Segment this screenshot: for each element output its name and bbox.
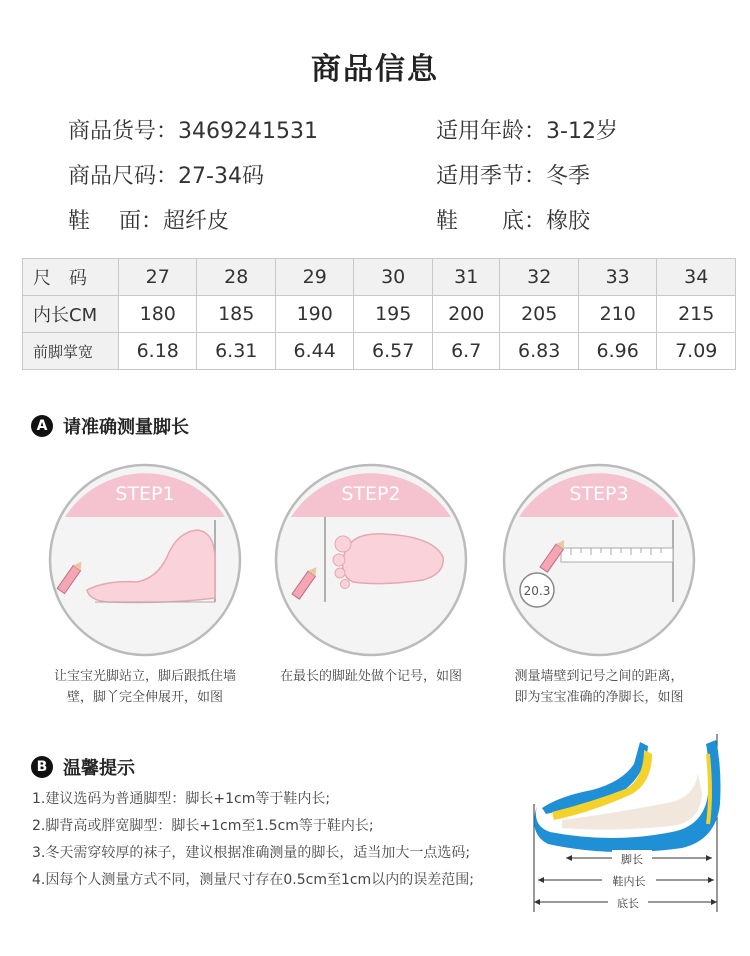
info-label: 商品尺码： — [68, 164, 179, 189]
section-b-title: 温馨提示 — [63, 758, 135, 779]
label-foot-length: 脚长 — [621, 853, 643, 866]
info-label: 适用季节： — [436, 164, 547, 189]
table-cell: 6.96 — [578, 333, 656, 370]
table-row-forefoot-width — [23, 333, 736, 370]
row-header: 前脚掌宽 — [23, 333, 119, 370]
table-cell: 6.31 — [197, 333, 275, 370]
table-cell: 28 — [197, 259, 275, 296]
tip-item: 2.脚背高或胖宽脚型：脚长+1cm至1.5cm等于鞋内长; — [32, 818, 374, 834]
step1-label: STEP1 — [115, 483, 175, 505]
step1-caption — [30, 666, 260, 708]
caption-line: 壁，脚丫完全伸展开，如图 — [66, 690, 223, 705]
tips-list — [32, 786, 474, 894]
info-value: 冬季 — [546, 164, 591, 189]
size-table — [22, 258, 736, 370]
table-row-size — [23, 259, 736, 296]
measurement-value: 20.3 — [523, 584, 551, 598]
section-a-title: 请准确测量脚长 — [63, 417, 189, 438]
step3-illustration — [501, 462, 697, 658]
tip-item: 4.因每个人测量方式不同，测量尺寸存在0.5cm至1cm以内的误差范围; — [32, 872, 474, 888]
label-inner-length: 鞋内长 — [612, 875, 646, 888]
heel-lining-icon — [708, 754, 710, 824]
table-cell: 215 — [657, 296, 736, 333]
info-item-size-range — [68, 159, 264, 190]
table-cell: 30 — [354, 259, 432, 296]
table-cell: 180 — [119, 296, 197, 333]
info-value: 3469241531 — [178, 119, 318, 144]
table-cell: 210 — [578, 296, 656, 333]
info-item-sku — [68, 114, 318, 145]
toe-icon — [335, 568, 345, 578]
step2-label: STEP2 — [341, 483, 401, 505]
foot-length-dimension — [566, 850, 712, 866]
step2-illustration — [273, 462, 469, 658]
step3-label: STEP3 — [569, 483, 629, 505]
info-value: 3-12岁 — [546, 119, 618, 144]
info-label: 商品货号： — [68, 119, 179, 144]
caption-line: 即为宝宝准确的净脚长，如图 — [514, 690, 684, 705]
tip-item: 3.冬天需穿较厚的袜子，建议根据准确测量的脚长，适当加大一点选码; — [32, 845, 471, 861]
info-value: 橡胶 — [546, 209, 591, 234]
table-cell: 27 — [119, 259, 197, 296]
info-value: 27-34码 — [178, 164, 264, 189]
table-cell: 7.09 — [657, 333, 736, 370]
info-label: 鞋 面： — [68, 209, 163, 234]
info-item-upper — [68, 204, 229, 235]
shoe-diagram — [522, 734, 732, 914]
table-cell: 31 — [432, 259, 500, 296]
info-label: 适用年龄： — [436, 119, 547, 144]
row-header: 内长CM — [23, 296, 119, 333]
caption-line: 在最长的脚趾处做个记号，如图 — [279, 669, 462, 684]
table-cell: 200 — [432, 296, 500, 333]
table-cell: 6.18 — [119, 333, 197, 370]
info-value: 超纤皮 — [163, 209, 230, 234]
table-cell: 29 — [275, 259, 353, 296]
table-cell: 6.44 — [275, 333, 353, 370]
sole-length-dimension — [534, 894, 717, 910]
row-header: 尺 码 — [23, 259, 119, 296]
table-cell: 190 — [275, 296, 353, 333]
table-cell: 205 — [500, 296, 578, 333]
section-a-heading — [31, 413, 189, 439]
table-cell: 6.7 — [432, 333, 500, 370]
ruler-icon — [561, 548, 673, 562]
step1-illustration — [47, 462, 243, 658]
section-b-heading — [31, 754, 135, 780]
page-title: 商品信息 — [311, 52, 439, 87]
table-cell: 6.83 — [500, 333, 578, 370]
table-cell: 185 — [197, 296, 275, 333]
tip-item: 1.建议选码为普通脚型：脚长+1cm等于鞋内长; — [32, 791, 331, 807]
table-cell: 6.57 — [354, 333, 432, 370]
table-cell: 32 — [500, 259, 578, 296]
badge-a: A — [31, 415, 53, 437]
step2-caption — [256, 666, 486, 687]
info-label: 鞋 底： — [436, 209, 547, 234]
label-sole-length: 底长 — [617, 897, 639, 910]
table-cell: 34 — [657, 259, 736, 296]
toe-icon — [335, 536, 351, 552]
step3-caption — [484, 666, 714, 708]
table-row-inner-length — [23, 296, 736, 333]
info-item-season — [436, 159, 590, 190]
badge-b: B — [31, 756, 53, 778]
toe-icon — [341, 580, 350, 589]
inner-length-dimension — [538, 872, 714, 888]
caption-line: 测量墙壁到记号之间的距离， — [514, 669, 684, 684]
info-item-sole — [436, 204, 590, 235]
info-item-age — [436, 114, 618, 145]
table-cell: 33 — [578, 259, 656, 296]
table-cell: 195 — [354, 296, 432, 333]
toe-icon — [333, 554, 345, 566]
caption-line: 让宝宝光脚站立，脚后跟抵住墙 — [53, 669, 236, 684]
